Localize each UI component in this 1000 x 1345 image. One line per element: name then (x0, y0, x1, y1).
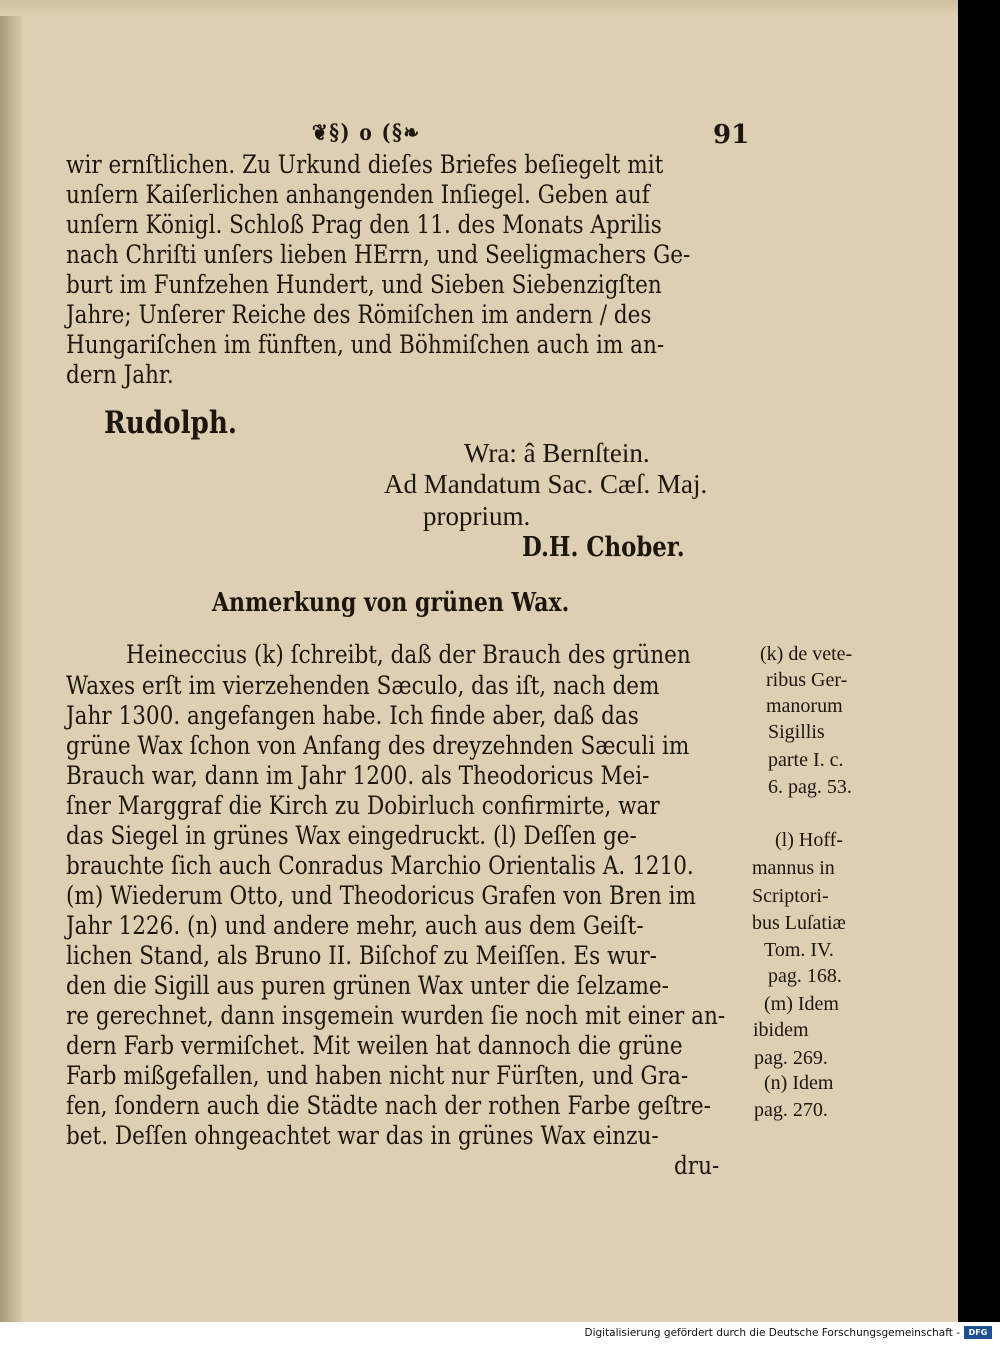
text-line: unſern Kaiſerlichen anhangenden Inſiegel. Geben auf (66, 180, 650, 210)
margin-note: pag. 168. (768, 965, 842, 987)
body-line: ſner Marggraf die Kirch zu Dobirluch confirmirte, war (66, 791, 660, 821)
page-number: 91 (713, 120, 750, 150)
page-header-ornament: ❦§) o (§❧ (312, 120, 421, 146)
margin-note: ribus Ger- (766, 669, 848, 691)
margin-note: Tom. IV. (764, 939, 834, 961)
body-line: Heineccius (k) ſchreibt, daß der Brauch des grünen (126, 640, 691, 670)
margin-note: Sigillis (768, 721, 825, 743)
signature-line: Wra: â Bernſtein. (464, 438, 650, 468)
digitization-credit: Digitalisierung gefördert durch die Deutsche Forschungsgemeinschaft - (584, 1327, 960, 1339)
signature-line: Ad Mandatum Sac. Cæſ. Maj. (384, 469, 708, 499)
body-line: dern Farb vermiſchet. Mit weilen hat dannoch die grüne (66, 1031, 683, 1061)
signature-line: D.H. Chober. (522, 532, 685, 563)
text-line: unſern Königl. Schloß Prag den 11. des Monats Aprilis (66, 210, 662, 240)
text-line: wir ernſtlichen. Zu Urkund dieſes Briefes beſiegelt mit (66, 150, 664, 180)
body-line: re gerechnet, dann insgemein wurden ſie noch mit einer an- (66, 1001, 726, 1031)
signature-name: Rudolph. (104, 405, 238, 441)
text-line: burt im Funfzehen Hundert, und Sieben Siebenzigſten (66, 270, 662, 300)
margin-note: 6. pag. 53. (768, 776, 852, 798)
body-line: Jahr 1300. angefangen habe. Ich finde aber, daß das (66, 701, 639, 731)
body-line: brauchte ſich auch Conradus Marchio Orientalis A. 1210. (66, 851, 694, 881)
text-line: nach Chriſti unſers lieben HErrn, und Seeligmachers Ge- (66, 240, 691, 270)
body-line: das Siegel in grünes Wax eingedruckt. (l) Deſſen ge- (66, 821, 637, 851)
text-line: Jahre; Unſerer Reiche des Römiſchen im andern / des (66, 300, 652, 330)
text-line: dern Jahr. (66, 360, 174, 390)
margin-note: Scriptori- (752, 885, 829, 907)
margin-note: parte I. c. (768, 749, 844, 771)
margin-note: manorum (766, 695, 843, 717)
section-heading: Anmerkung von grünen Wax. (212, 588, 570, 618)
body-line: (m) Wiederum Otto, und Theodoricus Grafen von Bren im (66, 881, 696, 911)
page-top-shade (0, 0, 958, 16)
text-line: Hungariſchen im fünften, und Böhmiſchen auch im an- (66, 330, 665, 360)
catchword: dru- (674, 1151, 720, 1181)
margin-note: pag. 270. (754, 1099, 828, 1121)
body-line: bet. Deſſen ohngeachtet war das in grünes Wax einzu- (66, 1121, 659, 1151)
signature-line: proprium. (423, 501, 531, 531)
dfg-logo: DFG (964, 1326, 992, 1339)
body-line: den die Sigill aus puren grünen Wax unter die ſelzame- (66, 971, 669, 1001)
margin-note: bus Luſatiæ (752, 912, 846, 934)
page-spine-shadow (0, 0, 22, 1322)
margin-note: mannus in (752, 857, 835, 879)
body-line: Farb mißgefallen, und haben nicht nur Fürſten, und Gra- (66, 1061, 689, 1091)
margin-note: (k) de vete- (760, 643, 853, 665)
body-line: Brauch war, dann im Jahr 1200. als Theodoricus Mei- (66, 761, 650, 791)
body-line: Jahr 1226. (n) und andere mehr, auch aus dem Geiſt- (66, 911, 644, 941)
margin-note: (n) Idem (764, 1072, 834, 1094)
margin-note: ibidem (753, 1019, 809, 1041)
margin-note: pag. 269. (754, 1047, 828, 1069)
body-line: lichen Stand, als Bruno II. Biſchof zu Meiſſen. Es wur- (66, 941, 657, 971)
body-line: fen, ſondern auch die Städte nach der rothen Farbe geſtre- (66, 1091, 711, 1121)
body-line: Waxes erſt im vierzehenden Sæculo, das iſt, nach dem (66, 671, 660, 701)
body-line: grüne Wax ſchon von Anfang des dreyzehnden Sæculi im (66, 731, 690, 761)
margin-note: (l) Hoff- (775, 829, 843, 851)
margin-note: (m) Idem (764, 993, 839, 1015)
